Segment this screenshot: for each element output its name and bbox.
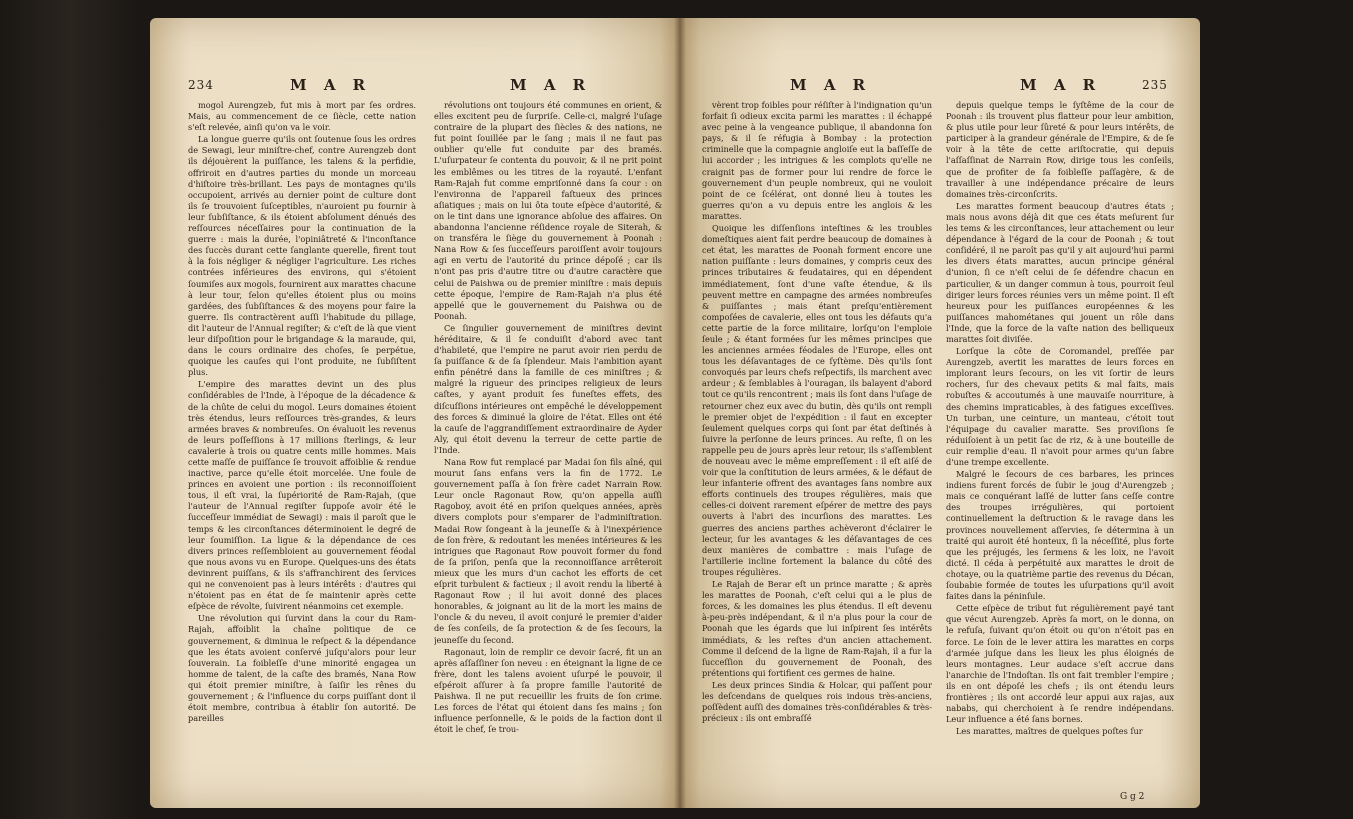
paragraph: Nana Row fut remplacé par Madai ſon fils aîné, qui mourut ſans enfans vers la fin de 1772. Le gouvernement paſſa à ſon frère cadet Narrain Row. Leur oncle Ragonaut Row, qu'on appella auſſi Ragoboy, avoit été en priſon quelques années, après divers complots pour s'emparer de l'adminiſtration. Madai Row ſongeant à la jeuneſſe & à l'inexpérience de ſon frère, & redoutant les menées intérieures & les intrigues que Ragonaut Row pouvoit former du fond de ſa priſon, penſa que la reconnoiſſance arrêteroit mieux que les murs d'un cachot les efforts de cet eſprit turbulent & factieux ; il avoit rendu la liberté à Ragonaut Row ; il lui avoit donné des places honorables, & joignant au lit de la mort les mains de l'oncle & du neveu, il avoit conjuré le premier d'aider de ſes conſeils, de ſa protection & de ſes ſecours, la jeuneſſe du ſecond. [434, 457, 662, 645]
left-running-head-2: M A R [510, 76, 592, 94]
paragraph: Les deux princes Sindia & Holcar, qui paſſent pour les deſcendans de quelques rois indous très-anciens, poſſèdent auſſi des domaines très-conſidérables & très-précieux : ils ont embraſſé [702, 679, 932, 724]
paragraph: vèrent trop foibles pour réſiſter à l'indignation qu'un forfait ſi odieux excita parmi les marattes : il échappé avec peine à la vengeance publique, il abandonna ſon pays, & il ſe réfugia à Bombay : la protection criminelle que la compagnie angloiſe eut la baſſeſſe de lui accorder ; les intrigues & les complots qu'elle ne craignit pas de former pour lui rendre de force le gouvernement d'un peuple nombreux, qui ne vouloit point de ce ſcélérat, ont donné lieu à toutes les guerres qu'on a vu depuis entre les anglois & les marattes. [702, 100, 932, 221]
right-page-number: 235 [1142, 78, 1168, 92]
paragraph: Ce ſingulier gouvernement de miniſtres devint héréditaire, & il ſe conduiſit d'abord avec tant d'habileté, que l'empire ne parut avoir rien perdu de ſa puiſſance & de ſa ſplendeur. Mais l'ambition ayant enfin pénétré dans la famille de ces miniſtres ; & malgré la rigueur des principes religieux de leurs caſtes, y ayant produit ſes funeſtes effets, des diſcuſſions intérieures ont empêché le développement des forces & diminué la gloire de l'état. Elles ont été la cauſe de l'aggrandiſſement extraordinaire de Ayder Aly, qui étoit devenu la terreur de cette partie de l'Inde. [434, 322, 662, 455]
paragraph: Les marattes forment beaucoup d'autres états ; mais nous avons déjà dit que ces états meſurent ſur les tems & les circonſtances, leur attachement ou leur dépendance à l'égard de la cour de Poonah ; & tout conſidéré, il ne paroît pas qu'il y ait aujourd'hui parmi les divers états marattes, aucun principe général d'union, ſi ce n'eſt celui de ſe défendre chacun en particulier, & un danger commun à tous, pourroit ſeul diriger leurs forces réunies vers un même point. Il eſt heureux pour les puiſſances européennes & les puiſſances mahométanes qui jouent un rôle dans l'Inde, que la force de la vaſte nation des belliqueux marattes ſoit diviſée. [946, 200, 1174, 344]
paragraph: depuis quelque temps le ſyſtême de la cour de Poonah : ils trouvent plus flatteur pour leur ambition, & plus utile pour leur ſûreté & pour leurs intérêts, de participer à la grandeur générale de l'Empire, & de ſe voir à la tête de cette ariſtocratie, qui depuis l'aſſaſſinat de Narrain Row, dirige tous les conſeils, que de profiter de ſa foibleſſe paſſagère, & de travailler à une indépendance précaire de leurs domaines très-circonſcrits. [946, 100, 1174, 199]
paragraph: mogol Aurengzeb, fut mis à mort par ſes ordres. Mais, au commencement de ce ſiècle, cette nation s'eſt relevée, ainſi qu'on va le voir. [188, 100, 416, 133]
right-running-head-1: M A R [790, 76, 872, 94]
left-column-1 [188, 100, 416, 800]
signature-mark: G g 2 [1120, 792, 1145, 802]
left-page [150, 18, 680, 808]
left-running-head-1: M A R [290, 76, 372, 94]
right-running-head-2: M A R [1020, 76, 1102, 94]
book-gutter [674, 18, 686, 808]
paragraph: Une révolution qui ſurvint dans la cour du Ram-Rajah, affoiblit la chaîne politique de ce gouvernement, & diminua le reſpect & la dépendance que les états avoient conſervé juſqu'alors pour leur ſouverain. La foibleſſe d'une minorité engagea un homme de talent, de la caſte des bramés, Nana Row qui étoit premier miniſtre, à ſaiſir les rênes du gouvernement ; & l'influence du corps puiſſant dont il étoit membre, contribua à établir ſon autorité. De pareilles [188, 613, 416, 724]
paragraph: Quoique les diſſenſions inteſtines & les troubles domeſtiques aient fait perdre beaucoup de domaines à cet état, les marattes de Poonah forment encore une nation puiſſante : leurs domaines, y compris ceux des princes tributaires & feudataires, qui en dépendent immédiatement, ſont d'une vaſte étendue, & ils peuvent mettre en campagne des armées nombreuſes & puiſſantes ; mais étant preſqu'entièrement compoſées de cavalerie, elles ont tous les défauts qu'a cette partie de la force militaire, lorſqu'on l'emploie ſeule ; & étant formées ſur les mêmes principes que les anciennes armées féodales de l'Europe, elles ont tous les déſavantages de ce ſyſtème. Dès qu'ils ſont convoqués par leurs chefs reſpectifs, ils marchent avec ardeur ; & ſemblables à l'ouragan, ils balayent d'abord tout ce qu'ils rencontrent ; mais ils ſont dans l'uſage de retourner chez eux avec du butin, dès qu'ils ont rempli le premier objet de l'expédition : il faut en excepter ſeulement quelques corps qui ſont par état deſtinés à ſuivre la perſonne de leurs princes. Au reſte, ſi on les rappelle peu de jours après leur retour, ils s'aſſemblent de nouveau avec le même empreſſement : il eſt aiſé de voir que la conſtitution de leurs armées, & le défaut de leur infanterie offrent des avantages ſans nombre aux efforts continuels des troupes régulières, mais que celles-ci doivent rarement eſpérer de mettre des pays ouverts à l'abri des incurſions des marattes. Les guerres des anciens parthes achèveront d'éclairer le lecteur, ſur les avantages & les déſavantages de ces deux manières de combattre : mais l'uſage de l'artillerie incline fortement la balance du côté des troupes régulières. [702, 223, 932, 577]
right-page [680, 18, 1200, 808]
paragraph: L'empire des marattes devint un des plus conſidérables de l'Inde, à l'époque de la décadence & de la chûte de celui du mogol. Leurs domaines étoient très étendus, leurs reſſources très-grandes, & leurs armées braves & nombreuſes. On évaluoit les revenus de leurs poſſeſſions à 17 millions ſterlings, & leur cavalerie à trois ou quatre cents mille hommes. Mais cette maſſe de puiſſance ſe trouvoit affoiblie & rendue inactive, parce qu'elle étoit morcelée. Une foule de princes en avoient une portion : ils reconnoiſſoient tous, il eſt vrai, la ſupériorité de Ram-Rajah, (que l'auteur de l'Annual regiſter ſuppoſe avoir été le ſucceſſeur immédiat de Sewagi) : mais il paroît que le temps & les circonſtances déterminoient le degré de leur ſoumiſſion. La ligue & la dépendance de ces divers princes reſſembloient au gouvernement féodal que nous avons vu en Europe. Quelques-uns des états devinrent puiſſans, & ils s'affranchirent des ſervices qui ne convenoient pas à leurs intérêts : d'autres qui n'étoient pas en état de ſe maintenir après cette eſpèce de révolte, ſuivirent néanmoins cet exemple. [188, 379, 416, 612]
paragraph: Les marattes, maîtres de quelques poſtes ſur [956, 726, 1143, 737]
paragraph: Cette eſpèce de tribut fut régulièrement payé tant que vécut Aurengzeb. Après ſa mort, on le donna, on le refuſa, ſuivant qu'on étoit ou qu'on n'étoit pas en force. Le ſoin de le lever attira les marattes en corps d'armée juſque dans les lieux les plus éloignés de leurs montagnes. Leur audace s'eſt accrue dans l'anarchie de l'Indoſtan. Ils ont fait trembler l'empire ; ils en ont dépoſé les chefs ; ils ont étendu leurs frontières ; ils ont accordé leur appui aux rajas, aux nababs, qui cherchoient à ſe rendre indépendans. Leur influence a été ſans bornes. [946, 603, 1174, 725]
paragraph: La longue guerre qu'ils ont ſoutenue ſous les ordres de Sewagi, leur miniſtre-chef, contre Aurengzeb dont ils déjouèrent la puiſſance, les talens & la perfidie, offriroit en d'autres parties du monde un morceau d'hiſtoire très-brillant. Les pays de montagnes qu'ils occupoient, arrivés au dernier point de culture dont ils ſe trouvoient ſuſceptibles, n'auroient pu fournir à leur ſubſiſtance, & ils étoient abſolument dénués des reſſources néceſſaires pour la continuation de la guerre : mais la durée, l'opiniâtreté & l'inconſtance des ſuccès durant cette ſanglante querelle, firent tout à la fois négliger & négliger l'agriculture. Les riches contrées inférieures des environs, qui s'étoient ſoumiſes aux mogols, fournirent aux marattes chacune à leur tour, ſelon qu'elles étoient plus ou moins gardées, des ſubſiſtances & des moyens pour faire la guerre. Ils contractèrent auſſi l'habitude du pillage, dit l'auteur de l'Annual regiſter; & c'eſt de là que vient leur diſpoſition pour le brigandage & la maraude, qui, dans le cours ordinaire des choſes, ſe perpétue, quoique les cauſes qui l'ont produite, ne ſubſiſtent plus. [188, 134, 416, 378]
paragraph: Malgré le ſecours de ces barbares, les princes indiens furent forcés de ſubir le joug d'Aurengzeb ; mais ce conquérant laſſé de lutter ſans ceſſe contre des troupes irrégulières, qui portoient continuellement la deſtruction & le ravage dans les provinces nouvellement aſſervies, ſe détermina à un traité qui auroit été honteux, ſi la néceſſité, plus forte que les préjugés, les ſermens & les loix, ne l'avoit dicté. Il céda à perpétuité aux marattes le droit de chotaye, ou la quatrième partie des revenus du Décan, ſoubabie formée de toutes les uſurpations qu'il avoit faites dans la péninſule. [946, 469, 1174, 602]
left-column-2 [434, 100, 662, 800]
left-page-number: 234 [188, 78, 214, 92]
paragraph: Lorſque la côte de Coromandel, preſſée par Aurengzeb, avertit les marattes de leurs forces en implorant leurs ſecours, on les vit ſortir de leurs rochers, ſur des chevaux petits & mal faits, mais robuſtes & accoutumés à une mauvaiſe nourriture, à des chemins impraticables, à des fatigues exceſſives. Un turban, une ceinture, un manteau, c'étoit tout l'équipage du cavalier maratte. Ses proviſions ſe réduiſoient à un petit ſac de riz, & à une bouteille de cuir remplie d'eau. Il n'avoit pour armes qu'un ſabre d'une trempe excellente. [946, 346, 1174, 467]
right-column-1 [702, 100, 932, 800]
paragraph: Ragonaut, loin de remplir ce devoir ſacré, fit un an après aſſaſſiner ſon neveu : en éteignant la ligne de ce frère, dont les talens avoient uſurpé le pouvoir, il eſpéroit aſſurer à ſa propre famille l'autorité de Paishwa. Il ne put recueillir les fruits de ſon crime. Les forces de l'état qui étoient dans ſes mains ; ſon influence perſonnelle, & le poids de la faction dont il étoit le chef, ſe trou- [434, 646, 662, 735]
paragraph: révolutions ont toujours été communes en orient, & elles excitent peu de ſurpriſe. Celle-ci, malgré l'uſage contraire de la plupart des ſiècles & des nations, ne fut point ſouillée par le ſang ; mais il ne faut pas oublier qu'elle fut conduite par des bramés. L'uſurpateur ſe contenta du pouvoir, & il ne prit point les emblêmes ou les titres de la royauté. L'enfant Ram-Rajah fut comme empriſonné dans ſa cour : on l'environna de l'appareil faſtueux des princes aſiatiques ; mais on lui ôta toute eſpèce d'autorité, & on le tint dans une ignorance abſolue des affaires. On abandonna l'ancienne réſidence royale de Siterah, & on transféra le ſiège du gouvernement à Poonah : Nana Row & ſes ſucceſſeurs paroiſſent avoir toujours agi en vertu de l'autorité du prince dépoſé ; car ils n'ont pas pris d'autre titre ou d'autre caractère que celui de Paishwa ou de premier miniſtre : mais depuis cette époque, l'empire de Ram-Rajah n'a plus été appellé que le gouvernement du Paishwa ou de Poonah. [434, 100, 662, 321]
paragraph: Le Rajah de Berar eſt un prince maratte ; & après les marattes de Poonah, c'eſt celui qui a le plus de forces, & les domaines les plus étendus. Il eſt devenu à-peu-près indépendant, & il n'a plus pour la cour de Poonah que les égards que lui inſpirent ſes intérêts immédiats, & les reſtes d'un ancien attachement. Comme il deſcend de la ligne de Ram-Rajah, il a fur la ſucceſſion du gouvernement de Poonah, des prétentions qui fortifient ces germes de haine. [702, 579, 932, 678]
right-column-2 [946, 100, 1174, 790]
